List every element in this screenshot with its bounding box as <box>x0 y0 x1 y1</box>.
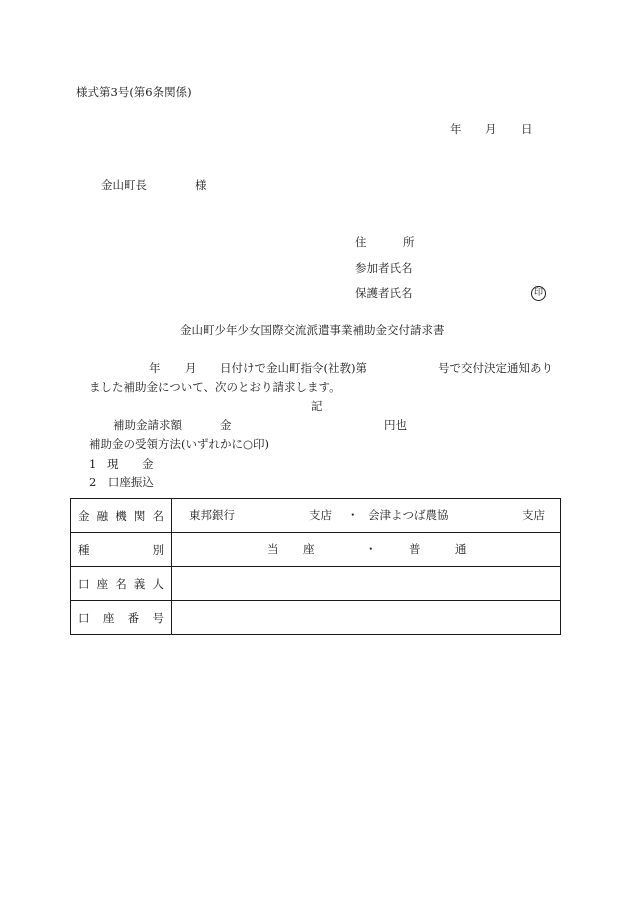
form-number: 様式第3号(第6条関係) <box>76 85 192 99</box>
label-char: 義 <box>133 576 146 591</box>
method-option2: 2 口座振込 <box>89 475 154 489</box>
type-current-2: 座 <box>303 542 315 556</box>
type-ordinary-2: 通 <box>455 542 467 556</box>
bank-separator: ・ <box>347 508 359 522</box>
seal-mark: 印 <box>531 286 546 301</box>
amount-label: 補助金請求額 <box>113 418 182 432</box>
account-number-value[interactable] <box>172 601 561 635</box>
label-char: 座 <box>96 576 109 591</box>
amount-prefix: 金 <box>220 418 232 432</box>
date-day: 日 <box>521 122 533 136</box>
type-separator: ・ <box>365 542 377 556</box>
label-char: 種 <box>78 542 90 557</box>
label-char: 融 <box>96 508 109 523</box>
bank2-name: 会津よつば農協 <box>368 508 449 522</box>
address-label-1: 住 <box>355 235 367 249</box>
financial-institution-value[interactable] <box>172 499 561 533</box>
method-option1-char1: 現 <box>107 457 119 471</box>
addressee-name: 金山町長 <box>101 178 147 192</box>
label-char: 座 <box>102 610 115 625</box>
amount-suffix: 円也 <box>384 418 407 432</box>
table-row-account-holder <box>71 567 561 601</box>
label-char: 口 <box>78 576 90 591</box>
label-char: 名 <box>115 576 127 591</box>
bank2-branch: 支店 <box>522 508 545 522</box>
account-number-label <box>71 601 172 635</box>
method-option1-num: 1 <box>89 457 97 471</box>
account-holder-value[interactable] <box>172 567 561 601</box>
label-char: 口 <box>78 610 90 625</box>
label-char: 号 <box>152 610 164 625</box>
account-table <box>70 498 561 635</box>
body-month: 月 <box>185 361 197 375</box>
addressee-honorific: 様 <box>195 178 207 192</box>
label-char: 別 <box>152 542 164 557</box>
body-line2: ました補助金について、次のとおり請求します。 <box>89 380 341 394</box>
label-char: 関 <box>133 508 146 523</box>
label-char: 金 <box>78 508 90 523</box>
account-type-value[interactable] <box>172 533 561 567</box>
label-char: 名 <box>152 508 164 523</box>
label-char: 番 <box>127 610 140 625</box>
method-heading: 補助金の受領方法(いずれかに○印) <box>89 437 270 451</box>
document-title: 金山町少年少女国際交流派遣事業補助金交付請求書 <box>180 323 445 337</box>
guardian-label: 保護者氏名 <box>355 286 413 300</box>
account-type-label <box>71 533 172 567</box>
table-row-account-number <box>71 601 561 635</box>
type-current-1: 当 <box>267 542 279 556</box>
body-line1-end: 号で交付決定通知あり <box>438 361 553 375</box>
type-ordinary-1: 普 <box>409 542 421 556</box>
account-holder-label <box>71 567 172 601</box>
bank1-branch: 支店 <box>309 508 332 522</box>
table-row-account-type <box>71 533 561 567</box>
ki-mark: 記 <box>311 399 323 413</box>
date-year: 年 <box>450 122 462 136</box>
table-row-financial-institution <box>71 499 561 533</box>
participant-label: 参加者氏名 <box>355 261 413 275</box>
body-year: 年 <box>149 361 161 375</box>
bank1-name: 東邦銀行 <box>189 508 235 522</box>
address-label-2: 所 <box>403 235 415 249</box>
body-line1: 日付けで金山町指令(社教)第 <box>220 361 367 375</box>
label-char: 機 <box>115 508 127 523</box>
date-month: 月 <box>485 122 497 136</box>
method-option1-char2: 金 <box>142 457 154 471</box>
financial-institution-label <box>71 499 172 533</box>
label-char: 人 <box>152 576 164 591</box>
